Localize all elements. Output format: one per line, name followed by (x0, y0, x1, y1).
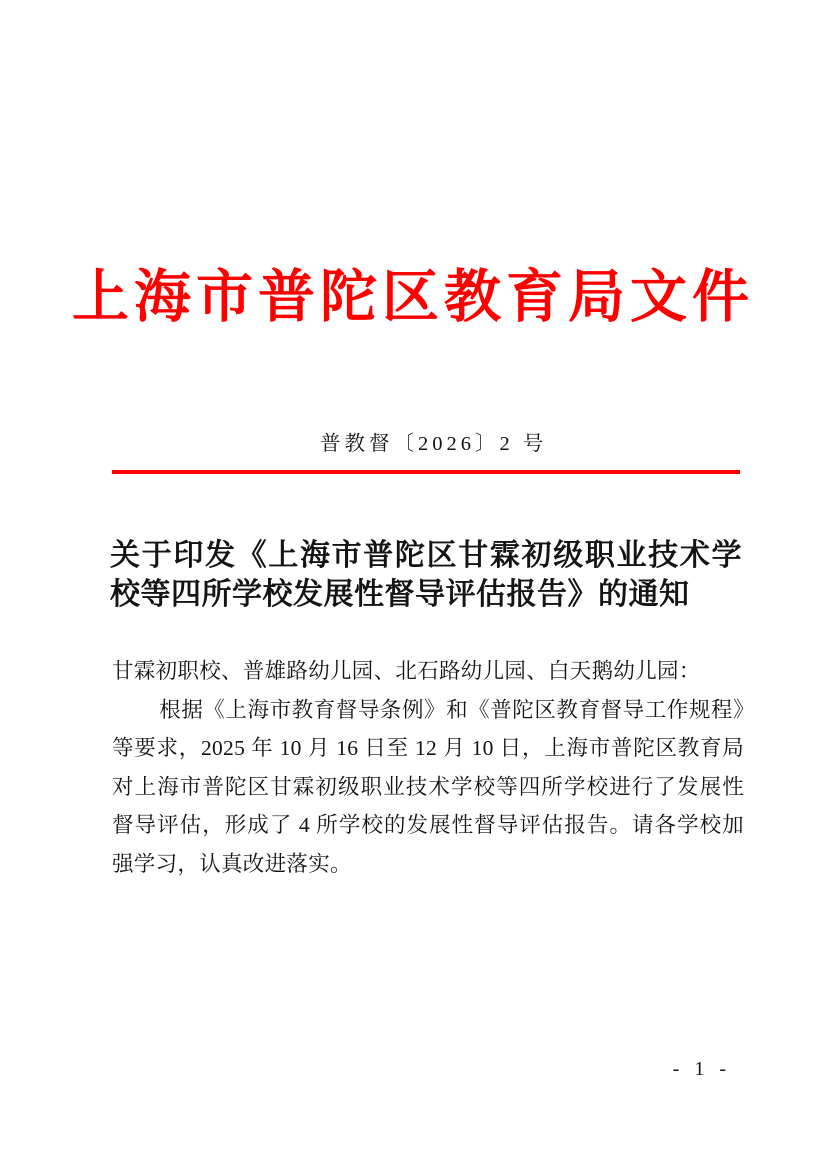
document-body (112, 652, 744, 883)
letterhead-title: 上海市普陀区教育局文件 (72, 266, 754, 329)
document-title: 关于印发《上海市普陀区甘霖初级职业技术学校等四所学校发展性督导评估报告》的通知 (110, 539, 742, 611)
salutation-line: 甘霖初职校、普雄路幼儿园、北石路幼儿园、白天鹅幼儿园： (112, 659, 701, 683)
page-number: - 1 - (672, 1058, 731, 1080)
red-divider-line (112, 470, 740, 474)
doc-number: 普教督〔2026〕2 号 (320, 433, 548, 455)
body-paragraph: 根据《上海市教育督导条例》和《普陀区教育督导工作规程》等要求，2025 年 10 月 16 日至 12 月 10 日，上海市普陀区教育局对上海市普陀区甘霖初级职业技术学校等四所学校进行了发展性督导评估，形成了 4 所学校的发展性督导评估报告。请各学校加强学习，认真改进落实。 (112, 697, 744, 876)
